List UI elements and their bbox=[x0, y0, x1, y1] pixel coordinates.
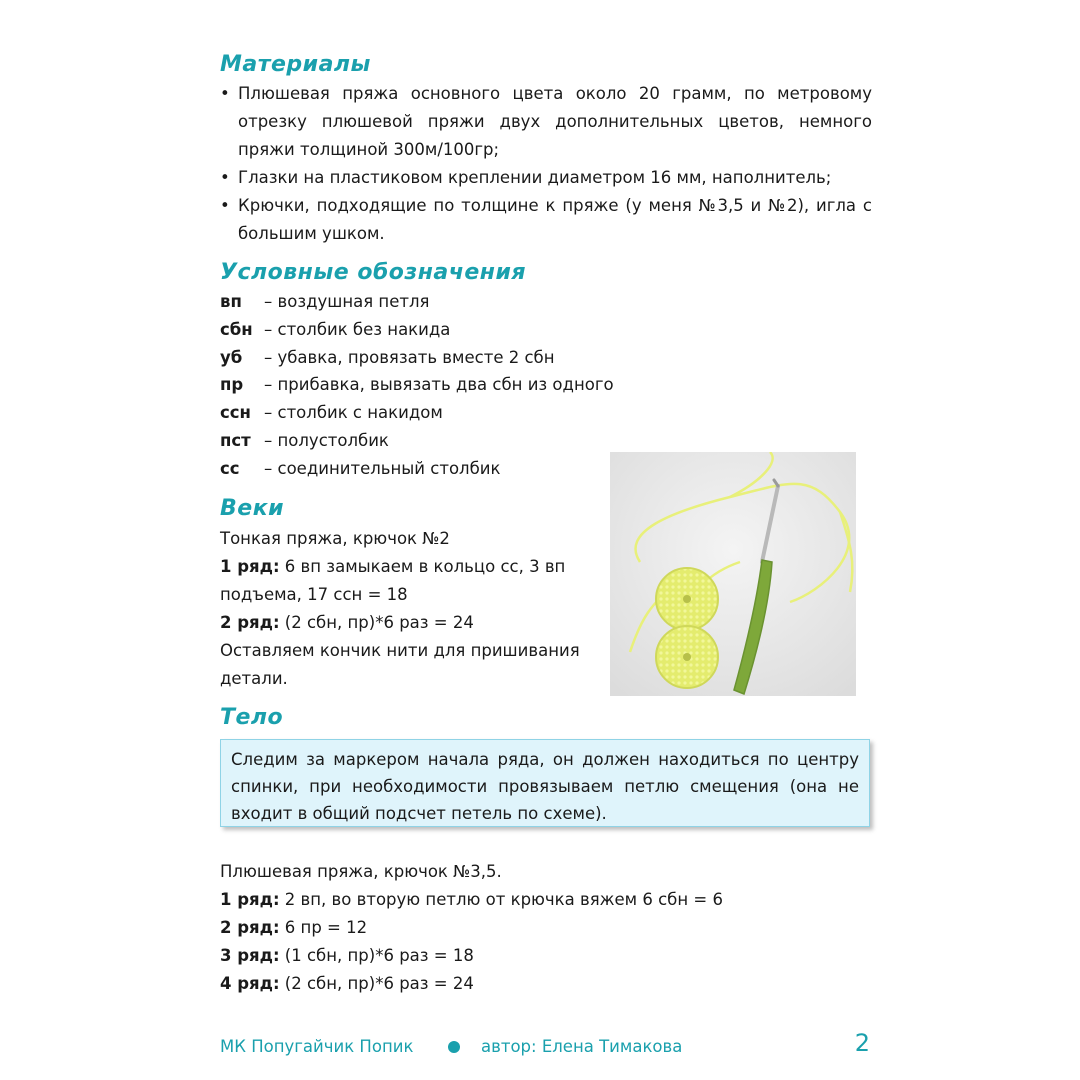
eyelids-yarn: Тонкая пряжа, крючок №2 bbox=[220, 529, 450, 548]
legend-key: уб bbox=[220, 347, 243, 367]
row-text: (2 сбн, пр)*6 раз = 24 bbox=[279, 613, 474, 632]
bullet-dot-icon bbox=[448, 1041, 460, 1053]
legend-desc: – убавка, провязать вместе 2 сбн bbox=[264, 347, 555, 367]
legend-item bbox=[220, 371, 614, 399]
materials-item: • Крючки, подходящие по толщине к пряже (у меня №3,5 и №2), игла с большим ушком. bbox=[220, 192, 872, 248]
crochet-photo bbox=[610, 452, 856, 696]
legend-desc: – столбик без накида bbox=[264, 319, 451, 339]
legend-item bbox=[220, 288, 614, 316]
materials-item: • Плюшевая пряжа основного цвета около 20 грамм, по метровому отрезку плюшевой пряжи двух дополнительных цветов, немного пряжи толщиной 300м/100гр; bbox=[220, 80, 872, 164]
legend-key: ссн bbox=[220, 403, 251, 423]
body-row bbox=[220, 942, 872, 970]
eyelids-row-1 bbox=[220, 553, 590, 609]
page-number: 2 bbox=[854, 1029, 870, 1057]
body-row bbox=[220, 970, 872, 998]
legend-list bbox=[220, 288, 614, 483]
row-label: 2 ряд: bbox=[220, 918, 280, 937]
row-text: 6 пр = 12 bbox=[279, 918, 368, 937]
eyelids-text bbox=[220, 525, 590, 693]
legend-desc: – прибавка, вывязать два сбн из одного bbox=[264, 375, 614, 395]
row-label: 3 ряд: bbox=[220, 946, 280, 965]
legend-key: пст bbox=[220, 430, 251, 450]
legend-item bbox=[220, 427, 614, 455]
body-row bbox=[220, 886, 872, 914]
body-text bbox=[220, 858, 872, 998]
legend-item bbox=[220, 399, 614, 427]
legend-key: вп bbox=[220, 292, 242, 311]
legend-desc: – столбик с накидом bbox=[264, 403, 443, 423]
materials-heading: Материалы bbox=[220, 52, 371, 77]
legend-item bbox=[220, 344, 614, 372]
legend-desc: – соединительный столбик bbox=[264, 458, 501, 478]
crochet-photo-illustration bbox=[610, 452, 856, 696]
row-text: 2 вп, во вторую петлю от крючка вяжем 6 сбн = 6 bbox=[279, 890, 723, 909]
legend-key: сбн bbox=[220, 319, 253, 339]
footer bbox=[220, 1029, 872, 1063]
body-yarn: Плюшевая пряжа, крючок №3,5. bbox=[220, 862, 502, 881]
legend-key: сс bbox=[220, 458, 240, 478]
eyelids-row-2 bbox=[220, 609, 590, 637]
footer-title: МК Попугайчик Попик bbox=[220, 1037, 414, 1056]
legend-key: пр bbox=[220, 375, 244, 395]
row-text: (1 сбн, пр)*6 раз = 18 bbox=[279, 946, 474, 965]
row-label: 4 ряд: bbox=[220, 974, 280, 993]
body-row bbox=[220, 914, 872, 942]
materials-list bbox=[220, 80, 872, 248]
row-label: 2 ряд: bbox=[220, 613, 280, 632]
legend-heading: Условные обозначения bbox=[220, 260, 527, 285]
materials-item: • Глазки на пластиковом креплении диаметром 16 мм, наполнитель; bbox=[220, 164, 872, 192]
footer-author: автор: Елена Тимакова bbox=[481, 1037, 683, 1056]
legend-desc: – воздушная петля bbox=[264, 292, 430, 311]
row-label: 1 ряд: bbox=[220, 557, 280, 576]
legend-item bbox=[220, 455, 614, 483]
row-text: 6 вп замыкаем в кольцо сс, 3 вп подъема, 17 ссн = 18 bbox=[220, 557, 566, 604]
legend-item bbox=[220, 316, 614, 344]
row-label: 1 ряд: bbox=[220, 890, 280, 909]
marker-notice: Следим за маркером начала ряда, он должен находиться по центру спинки, при необходимости провязываем петлю смещения (она не входит в общий подсчет петель по схеме). bbox=[220, 739, 870, 827]
row-text: (2 сбн, пр)*6 раз = 24 bbox=[279, 974, 474, 993]
eyelids-note: Оставляем кончик нити для пришивания детали. bbox=[220, 641, 580, 688]
body-heading: Тело bbox=[220, 705, 284, 730]
legend-desc: – полустолбик bbox=[264, 430, 389, 450]
eyelids-heading: Веки bbox=[220, 496, 285, 521]
